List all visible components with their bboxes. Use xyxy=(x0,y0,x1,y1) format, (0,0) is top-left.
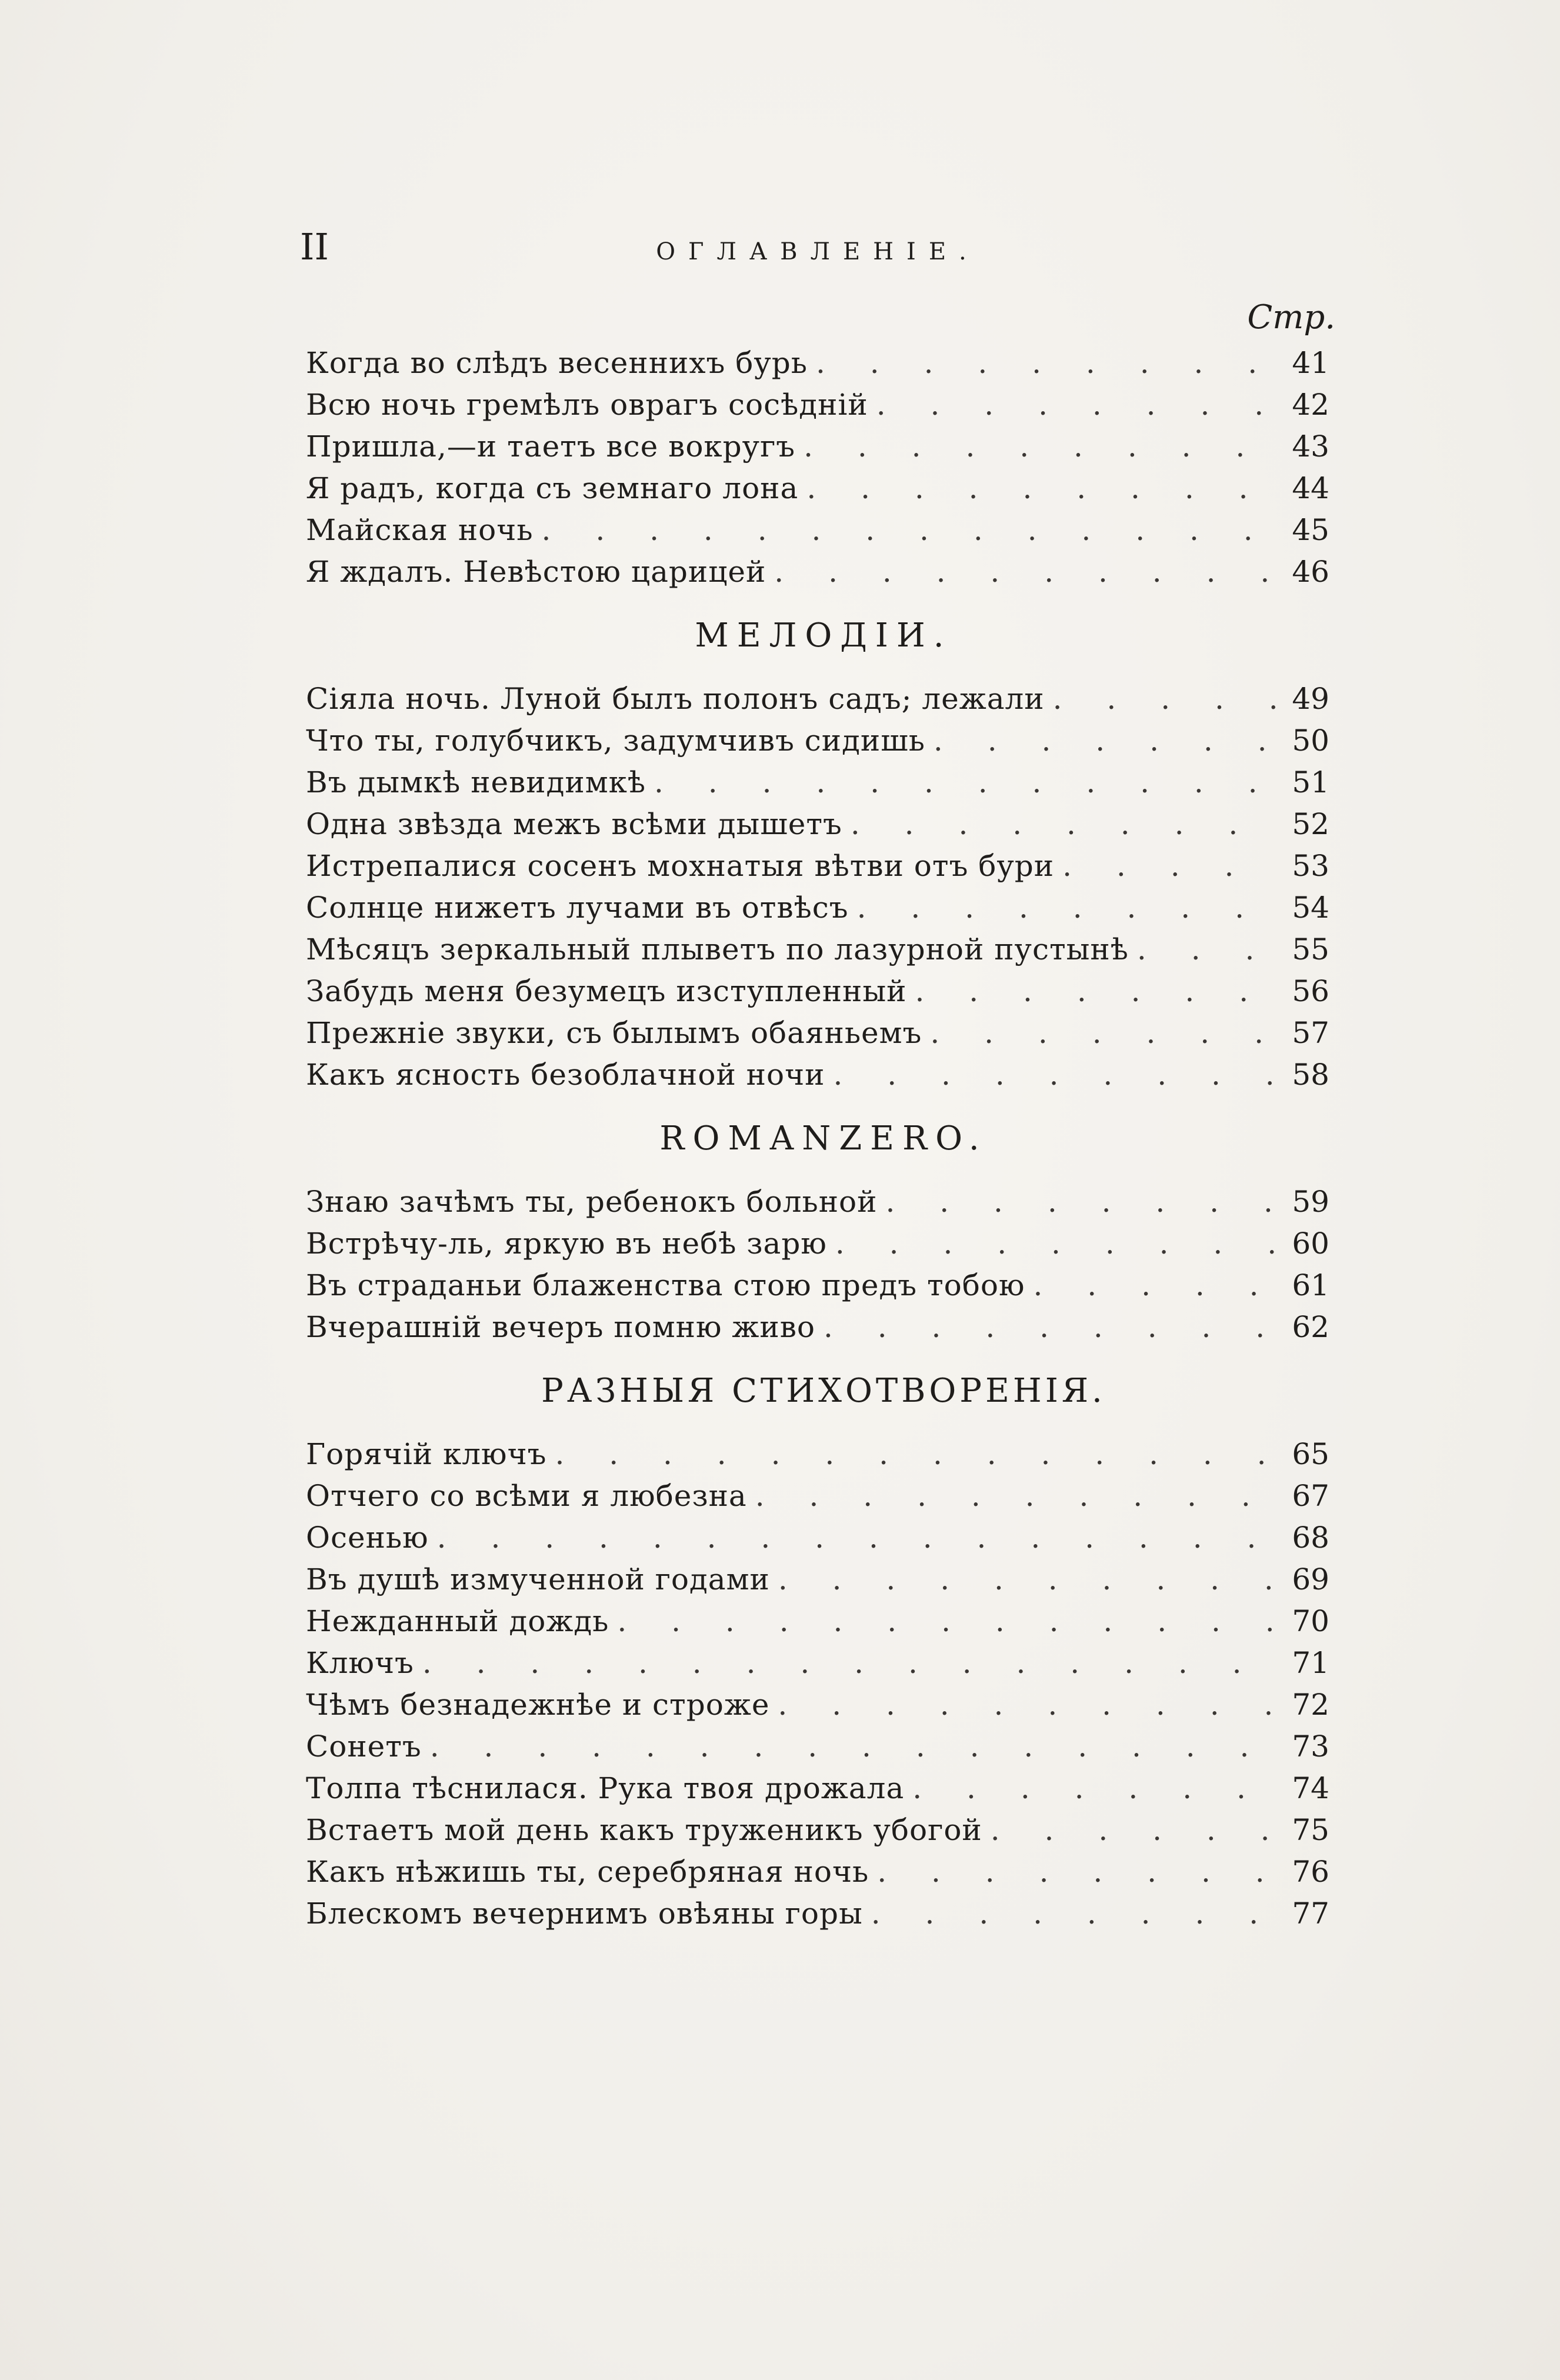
dot-leader xyxy=(877,1851,1280,1893)
toc-entry xyxy=(306,1768,1329,1809)
dot-leader xyxy=(555,1434,1280,1475)
toc-entry xyxy=(306,762,1329,804)
toc-entry-page: 73 xyxy=(1292,1729,1329,1764)
toc-entry-page: 72 xyxy=(1292,1688,1329,1722)
toc-entry-title: Сонетъ xyxy=(306,1729,422,1764)
page-number: II xyxy=(300,225,329,268)
toc-entry-page: 46 xyxy=(1292,555,1329,589)
toc-entry xyxy=(306,509,1329,551)
toc-entry-title: Солнце нижетъ лучами въ отвѣсъ xyxy=(306,891,849,925)
toc-entry xyxy=(306,1642,1329,1684)
toc-entry-title: Встрѣчу-ль, яркую въ небѣ зарю xyxy=(306,1226,827,1261)
toc-entry-title: Вчерашнiй вечеръ помню живо xyxy=(306,1310,815,1344)
toc-entry-title: Какъ нѣжишь ты, серебряная ночь xyxy=(306,1855,869,1889)
dot-leader xyxy=(915,971,1280,1012)
dot-leader xyxy=(1053,678,1280,720)
toc-entry-page: 77 xyxy=(1292,1896,1329,1931)
toc-entry xyxy=(306,1726,1329,1768)
toc-entry-page: 53 xyxy=(1292,849,1329,883)
toc-entry xyxy=(306,1559,1329,1601)
toc-entry xyxy=(306,1809,1329,1851)
toc-entry xyxy=(306,929,1329,971)
toc-entry xyxy=(306,1181,1329,1223)
toc-entry-page: 76 xyxy=(1292,1855,1329,1889)
dot-leader xyxy=(774,551,1280,593)
toc-entry xyxy=(306,845,1329,887)
section-heading: МЕЛОДIИ. xyxy=(695,616,952,655)
toc-entry xyxy=(306,1306,1329,1348)
toc-entry xyxy=(306,1475,1329,1517)
toc-entry-page: 65 xyxy=(1292,1437,1329,1471)
toc-entry-page: 54 xyxy=(1292,891,1329,925)
toc-entry-page: 58 xyxy=(1292,1058,1329,1092)
toc-entry xyxy=(306,1012,1329,1054)
toc-entry-page: 61 xyxy=(1292,1268,1329,1302)
toc-entry xyxy=(306,384,1329,426)
dot-leader xyxy=(617,1601,1280,1642)
toc-entry-title: Истрепалися сосенъ мохнатыя вѣтви отъ бури xyxy=(306,849,1055,883)
toc-entry xyxy=(306,971,1329,1012)
toc-entry xyxy=(306,1265,1329,1306)
toc-entry xyxy=(306,804,1329,845)
toc-entry-title: Толпа тѣснилася. Рука твоя дрожала xyxy=(306,1771,905,1805)
toc-entry-title: Знаю зачѣмъ ты, ребенокъ больной xyxy=(306,1185,878,1219)
dot-leader xyxy=(835,1223,1280,1265)
toc-entry xyxy=(306,342,1329,384)
toc-entry-title: Чѣмъ безнадежнѣе и строже xyxy=(306,1688,770,1722)
dot-leader xyxy=(824,1306,1280,1348)
toc-entry-page: 43 xyxy=(1292,429,1329,464)
toc-entry-title: Майская ночь xyxy=(306,513,534,547)
running-title: ОГЛАВЛЕНІЕ. xyxy=(656,238,979,265)
toc-entry xyxy=(306,1517,1329,1559)
dot-leader xyxy=(778,1684,1280,1726)
toc-entry-title: Забудь меня безумецъ изступленный xyxy=(306,974,907,1008)
dot-leader xyxy=(542,509,1280,551)
page-column-label: Стр. xyxy=(1247,298,1335,336)
dot-leader xyxy=(654,762,1280,804)
dot-leader xyxy=(1062,845,1280,887)
toc-entry-title: Въ страданьи блаженства стою предъ тобою xyxy=(306,1268,1025,1302)
toc-entry-page: 44 xyxy=(1292,471,1329,505)
table-of-contents xyxy=(306,342,1329,1935)
toc-entry xyxy=(306,468,1329,509)
toc-entry-title: Что ты, голубчикъ, задумчивъ сидишь xyxy=(306,724,925,758)
toc-entry-page: 51 xyxy=(1292,765,1329,799)
toc-entry-title: Нежданный дождь xyxy=(306,1604,609,1638)
dot-leader xyxy=(816,342,1280,384)
toc-entry xyxy=(306,887,1329,929)
toc-entry-page: 55 xyxy=(1292,932,1329,966)
toc-entry-page: 67 xyxy=(1292,1479,1329,1513)
dot-leader xyxy=(851,804,1280,845)
running-head xyxy=(300,224,1335,271)
toc-entry-title: Я радъ, когда съ земнаго лона xyxy=(306,471,799,505)
section-heading: РАЗНЫЯ СТИХОТВОРЕНIЯ. xyxy=(541,1372,1106,1410)
dot-leader xyxy=(1137,929,1280,971)
toc-entry-page: 50 xyxy=(1292,724,1329,758)
toc-entry-title: Какъ ясность безоблачной ночи xyxy=(306,1058,825,1092)
toc-entry xyxy=(306,1223,1329,1265)
toc-entry-title: Въ душѣ измученной годами xyxy=(306,1562,770,1596)
toc-entry xyxy=(306,1893,1329,1935)
toc-entry-page: 62 xyxy=(1292,1310,1329,1344)
toc-entry-page: 45 xyxy=(1292,513,1329,547)
toc-entry-page: 74 xyxy=(1292,1771,1329,1805)
toc-entry xyxy=(306,1684,1329,1726)
toc-entry xyxy=(306,678,1329,720)
toc-entry-title: Сiяла ночь. Луной былъ полонъ садъ; лежали xyxy=(306,682,1045,716)
toc-entry-page: 59 xyxy=(1292,1185,1329,1219)
toc-entry-title: Мѣсяцъ зеркальный плыветъ по лазурной пустынѣ xyxy=(306,932,1129,966)
dot-leader xyxy=(806,468,1280,509)
dot-leader xyxy=(885,1181,1280,1223)
dot-leader xyxy=(991,1809,1280,1851)
toc-entry-title: Я ждалъ. Невѣстою царицей xyxy=(306,555,766,589)
toc-entry-page: 42 xyxy=(1292,388,1329,422)
toc-entry-page: 57 xyxy=(1292,1016,1329,1050)
toc-entry-title: Въ дымкѣ невидимкѣ xyxy=(306,765,646,799)
toc-entry-page: 41 xyxy=(1292,346,1329,380)
toc-entry-page: 68 xyxy=(1292,1521,1329,1555)
toc-entry-title: Встаетъ мой день какъ труженикъ убогой xyxy=(306,1813,982,1847)
toc-entry-page: 75 xyxy=(1292,1813,1329,1847)
dot-leader xyxy=(755,1475,1280,1517)
toc-entry-title: Одна звѣзда межъ всѣми дышетъ xyxy=(306,807,842,841)
dot-leader xyxy=(930,1012,1280,1054)
toc-entry-page: 71 xyxy=(1292,1646,1329,1680)
dot-leader xyxy=(912,1768,1280,1809)
section-heading: ROMANZERO. xyxy=(659,1119,988,1158)
toc-entry-page: 69 xyxy=(1292,1562,1329,1596)
toc-entry-title: Всю ночь гремѣлъ оврагъ сосѣднiй xyxy=(306,388,868,422)
toc-entry-title: Пришла,—и таетъ все вокругъ xyxy=(306,429,796,464)
toc-entry-title: Осенью xyxy=(306,1521,429,1555)
toc-entry-page: 60 xyxy=(1292,1226,1329,1261)
toc-entry xyxy=(306,1054,1329,1096)
dot-leader xyxy=(437,1517,1280,1559)
toc-entry-title: Горячiй ключъ xyxy=(306,1437,547,1471)
toc-entry-title: Прежнiе звуки, съ былымъ обаяньемъ xyxy=(306,1016,922,1050)
toc-entry xyxy=(306,426,1329,468)
dot-leader xyxy=(1034,1265,1281,1306)
toc-entry-page: 70 xyxy=(1292,1604,1329,1638)
toc-entry-title: Блескомъ вечернимъ овѣяны горы xyxy=(306,1896,863,1931)
toc-entry-title: Отчего со всѣми я любезна xyxy=(306,1479,747,1513)
toc-entry xyxy=(306,720,1329,762)
dot-leader xyxy=(857,887,1280,929)
toc-entry-page: 52 xyxy=(1292,807,1329,841)
dot-leader xyxy=(778,1559,1280,1601)
dot-leader xyxy=(833,1054,1280,1096)
toc-entry-title: Ключъ xyxy=(306,1646,414,1680)
dot-leader xyxy=(430,1726,1280,1768)
dot-leader xyxy=(934,720,1280,762)
toc-entry xyxy=(306,1434,1329,1475)
dot-leader xyxy=(804,426,1280,468)
toc-entry xyxy=(306,1851,1329,1893)
dot-leader xyxy=(871,1893,1280,1935)
toc-entry-page: 56 xyxy=(1292,974,1329,1008)
dot-leader xyxy=(876,384,1280,426)
toc-entry-page: 49 xyxy=(1292,682,1329,716)
toc-entry-title: Когда во слѣдъ весеннихъ бурь xyxy=(306,346,808,380)
toc-entry xyxy=(306,1601,1329,1642)
toc-entry xyxy=(306,551,1329,593)
dot-leader xyxy=(422,1642,1280,1684)
